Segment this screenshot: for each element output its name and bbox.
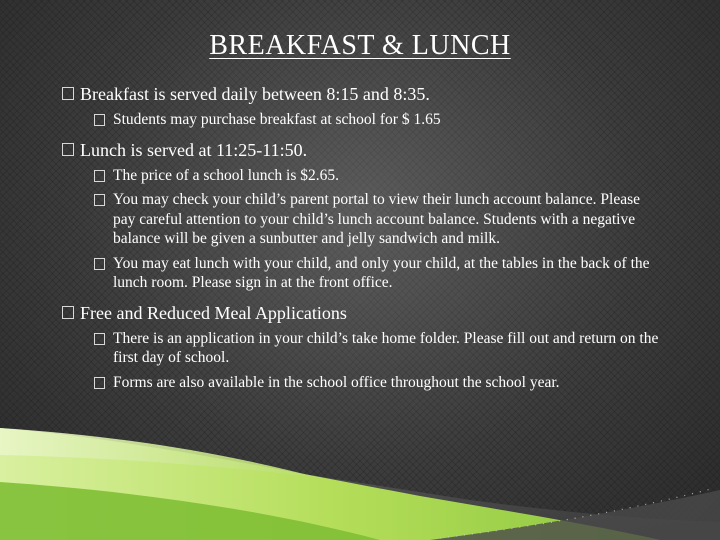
- square-bullet-icon: [94, 194, 105, 206]
- square-bullet-icon: [94, 114, 105, 126]
- section-lunch: [62, 138, 662, 293]
- bullet-text: The price of a school lunch is $2.65.: [113, 166, 339, 184]
- bullet-text: Free and Reduced Meal Applications: [80, 302, 347, 323]
- bullet-level2: [94, 166, 662, 186]
- bullet-text: You may check your child’s parent portal to view their lunch account balance. Please pay careful attention to your child’s lunch account balance. Students with a negative balance will be given a sunbutter and jelly sandwich and milk.: [113, 191, 640, 247]
- square-bullet-icon: [94, 170, 105, 182]
- bullet-text: Lunch is served at 11:25-11:50.: [80, 139, 308, 160]
- square-bullet-icon: [62, 306, 74, 319]
- section-breakfast: [62, 82, 662, 130]
- bullet-level1: [62, 138, 662, 162]
- bullet-level2: [94, 190, 662, 249]
- bullet-level1: [62, 301, 662, 325]
- bullet-text: Forms are also available in the school office throughout the school year.: [113, 373, 560, 391]
- bullet-text: There is an application in your child’s take home folder. Please fill out and return on the first day of school.: [113, 329, 659, 366]
- square-bullet-icon: [94, 377, 105, 389]
- square-bullet-icon: [94, 258, 105, 270]
- bullet-level2: [94, 329, 662, 368]
- square-bullet-icon: [62, 143, 74, 156]
- bullet-level2: [94, 110, 662, 130]
- square-bullet-icon: [94, 333, 105, 345]
- slide-title: BREAKFAST & LUNCH: [209, 30, 511, 61]
- bullet-text: You may eat lunch with your child, and only your child, at the tables in the back of the lunch room. Please sign in at the front office.: [113, 254, 650, 291]
- bullet-level2: [94, 254, 662, 293]
- bullet-text: Students may purchase breakfast at school for $ 1.65: [113, 111, 441, 128]
- square-bullet-icon: [62, 87, 74, 100]
- bullet-text: Breakfast is served daily between 8:15 and 8:35.: [80, 84, 430, 104]
- section-meal-applications: [62, 301, 662, 393]
- bullet-level2: [94, 373, 662, 393]
- bullet-level1: [62, 82, 662, 106]
- content-body: [62, 82, 662, 400]
